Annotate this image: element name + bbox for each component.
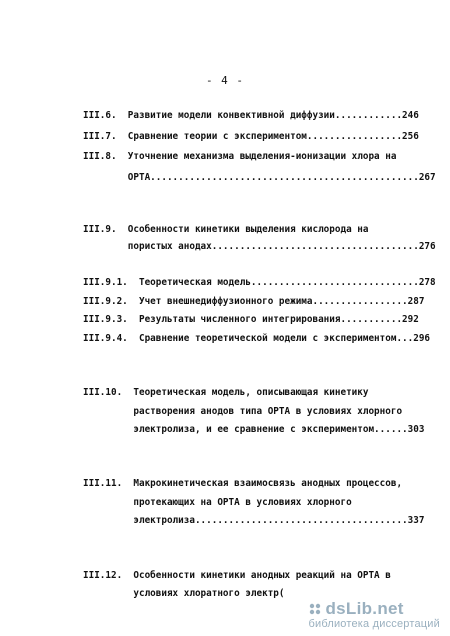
toc-entry-3-9-2: III.9.2. Учет внешнедиффузионного режима.................287	[83, 296, 425, 307]
toc-entry-3-10: III.10. Теоретическая модель, описывающая кинетику	[83, 387, 369, 398]
toc-entry-3-9-4: III.9.4. Сравнение теоретической модели с экспериментом...296	[83, 333, 431, 344]
page-number: - 4 -	[205, 74, 245, 87]
toc-entry-3-11-cont-2: электролиза......................................337	[83, 515, 425, 526]
toc-entry-3-11-cont-1: протекающих на ОРТА в условиях хлорного	[83, 497, 352, 508]
watermark-subtitle: библиотека диссертаций	[308, 618, 440, 630]
toc-entry-3-12: III.12. Особенности кинетики анодных реакций на ОРТА в	[83, 570, 391, 581]
toc-entry-3-6: III.6. Развитие модели конвективной диффузии............246	[83, 110, 419, 121]
toc-entry-3-9-3: III.9.3. Результаты численного интегрирования...........292	[83, 314, 419, 325]
toc-entry-3-10-cont-2: электролиза, и ее сравнение с экспериментом......303	[83, 424, 425, 435]
toc-entry-3-9-1: III.9.1. Теоретическая модель..............................278	[83, 277, 436, 288]
toc-entry-3-10-cont-1: растворения анодов типа ОРТА в условиях хлорного	[83, 406, 403, 417]
toc-entry-3-8-cont: ОРТА................................................267	[83, 172, 436, 183]
dslib-logo-icon	[308, 602, 322, 616]
toc-entry-3-9-cont: пористых анодах.....................................276	[83, 241, 436, 252]
toc-entry-3-11: III.11. Макрокинетическая взаимосвязь анодных процессов,	[83, 478, 403, 489]
toc-entry-3-12-cont: условиях хлоратного электр(	[83, 588, 285, 599]
toc-entry-3-7: III.7. Сравнение теории с экспериментом.................256	[83, 131, 419, 142]
watermark-site: dsLib.net	[325, 599, 404, 618]
toc-entry-3-9: III.9. Особенности кинетики выделения кислорода на	[83, 224, 369, 235]
watermark[interactable]	[308, 599, 440, 630]
toc-entry-3-8: III.8. Уточнение механизма выделения-ионизации хлора на	[83, 151, 397, 162]
